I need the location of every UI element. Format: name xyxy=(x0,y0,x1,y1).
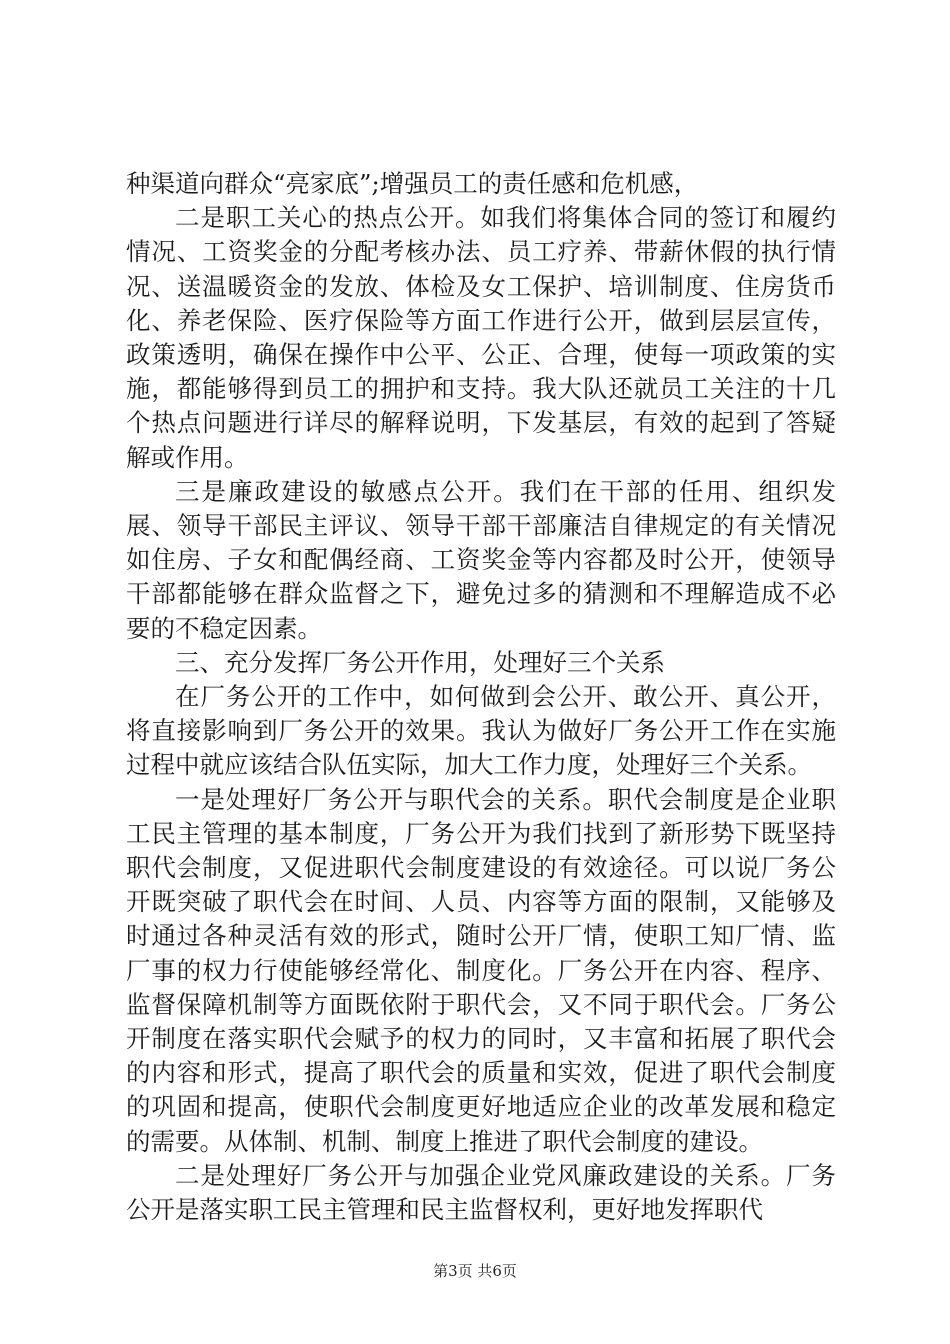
paragraph-2: 二是职工关心的热点公开。如我们将集体合同的签订和履约情况、工资奖金的分配考核办法、员工疗养、带薪休假的执行情况、送温暖资金的发放、体检及女工保护、培训制度、住房货币化、养老保险、医疗保险等方面工作进行公开，做到层层宣传，政策透明，确保在操作中公平、公正、合理，使每一项政策的实施，都能够得到员工的拥护和支持。我大队还就员工关注的十几个热点问题进行详尽的解释说明，下发基层，有效的起到了答疑解或作用。 xyxy=(126,203,836,472)
section-heading: 三、充分发挥厂务公开作用，处理好三个关系 xyxy=(175,647,665,677)
page-footer: 第3页 共6页 xyxy=(433,1262,517,1280)
paragraph-1: 种渠道向群众“亮家底”;增强员工的责任感和危机感， xyxy=(126,169,699,198)
document-body xyxy=(126,167,836,1227)
paragraph-3: 三是廉政建设的敏感点公开。我们在干部的任用、组织发展、领导干部民主评议、领导干部干部廉洁自律规定的有关情况如住房、子女和配偶经商、工资奖金等内容都及时公开，使领导干部都能够在群众监督之下，避免过多的猜测和不理解造成不必要的不稳定因素。 xyxy=(126,476,836,643)
paragraph-6: 二是处理好厂务公开与加强企业党风廉政建设的关系。厂务公开是落实职工民主管理和民主监督权利，更好地发挥职代 xyxy=(126,1160,836,1225)
paragraph-4: 在厂务公开的工作中，如何做到会公开、敢公开、真公开，将直接影响到厂务公开的效果。我认为做好厂务公开工作在实施过程中就应该结合队伍实际，加大工作力度，处理好三个关系。 xyxy=(126,682,836,780)
paragraph-5: 一是处理好厂务公开与职代会的关系。职代会制度是企业职工民主管理的基本制度，厂务公开为我们找到了新形势下既坚持职代会制度，又促进职代会制度建设的有效途径。可以说厂务公开既突破了职代会在时间、人员、内容等方面的限制，又能够及时通过各种灵活有效的形式，随时公开厂情，使职工知厂情、监厂事的权力行使能够经常化、制度化。厂务公开在内容、程序、监督保障机制等方面既依附于职代会，又不同于职代会。厂务公开制度在落实职代会赋予的权力的同时，又丰富和拓展了职代会的内容和形式，提高了职代会的质量和实效，促进了职代会制度的巩固和提高，使职代会制度更好地适应企业的改革发展和稳定的需要。从体制、机制、制度上推进了职代会制度的建设。 xyxy=(126,784,836,1156)
